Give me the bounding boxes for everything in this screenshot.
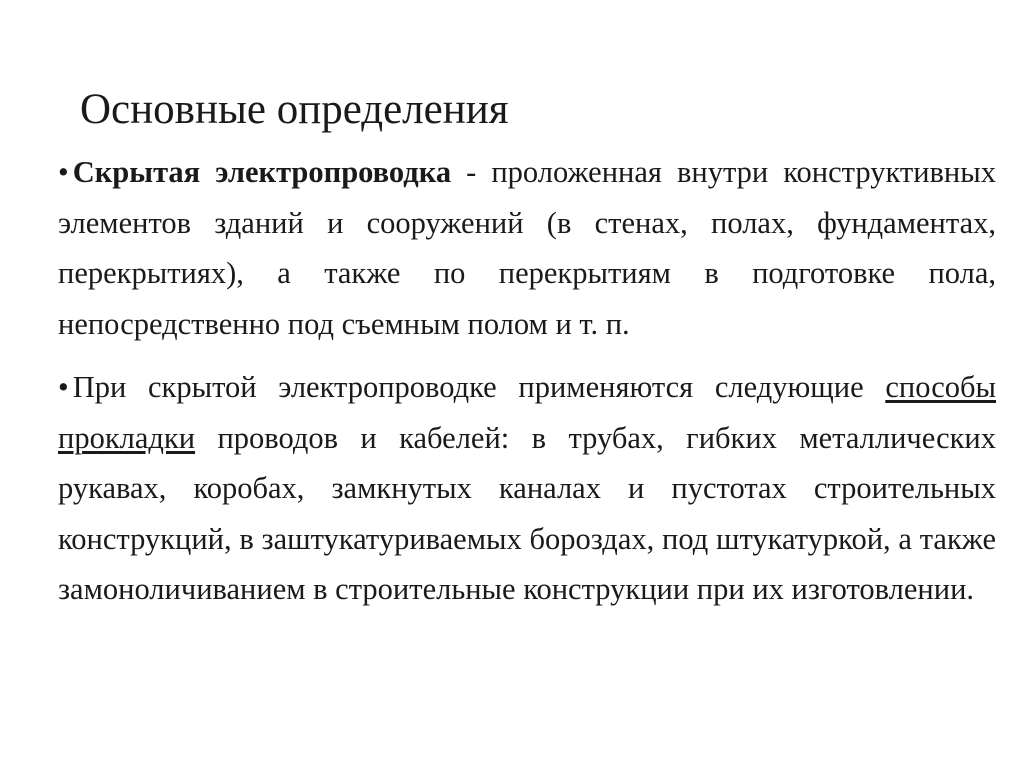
bullet-hidden-wiring-definition [58, 147, 996, 349]
term-hidden-wiring: Скрытая электропроводка [72, 155, 452, 189]
bullet-dot-icon: • [58, 370, 69, 404]
bullet-laying-methods [58, 362, 996, 615]
slide-title: Основные определения [80, 86, 509, 133]
laying-methods-lead: При скрытой электропроводке применяются следующие [72, 370, 886, 404]
laying-methods-term: способы прокладки [58, 370, 996, 455]
definition-text: - проложенная внутри конструктивных элементов зданий и сооружений (в стенах, полах, фундаментах, перекрытиях), а также по перекрытиям в подготовке пола, непосредственно под съемным полом и т. п. [58, 155, 996, 341]
bullet-dot-icon: • [58, 155, 69, 189]
laying-methods-text: проводов и кабелей: в трубах, гибких металлических рукавах, коробах, замкнутых каналах и пустотах строительных конструкций, в заштукатуриваемых бороздах, под штукатуркой, а также замоноличиванием в строительные конструкции при их изготовлении. [58, 420, 996, 606]
